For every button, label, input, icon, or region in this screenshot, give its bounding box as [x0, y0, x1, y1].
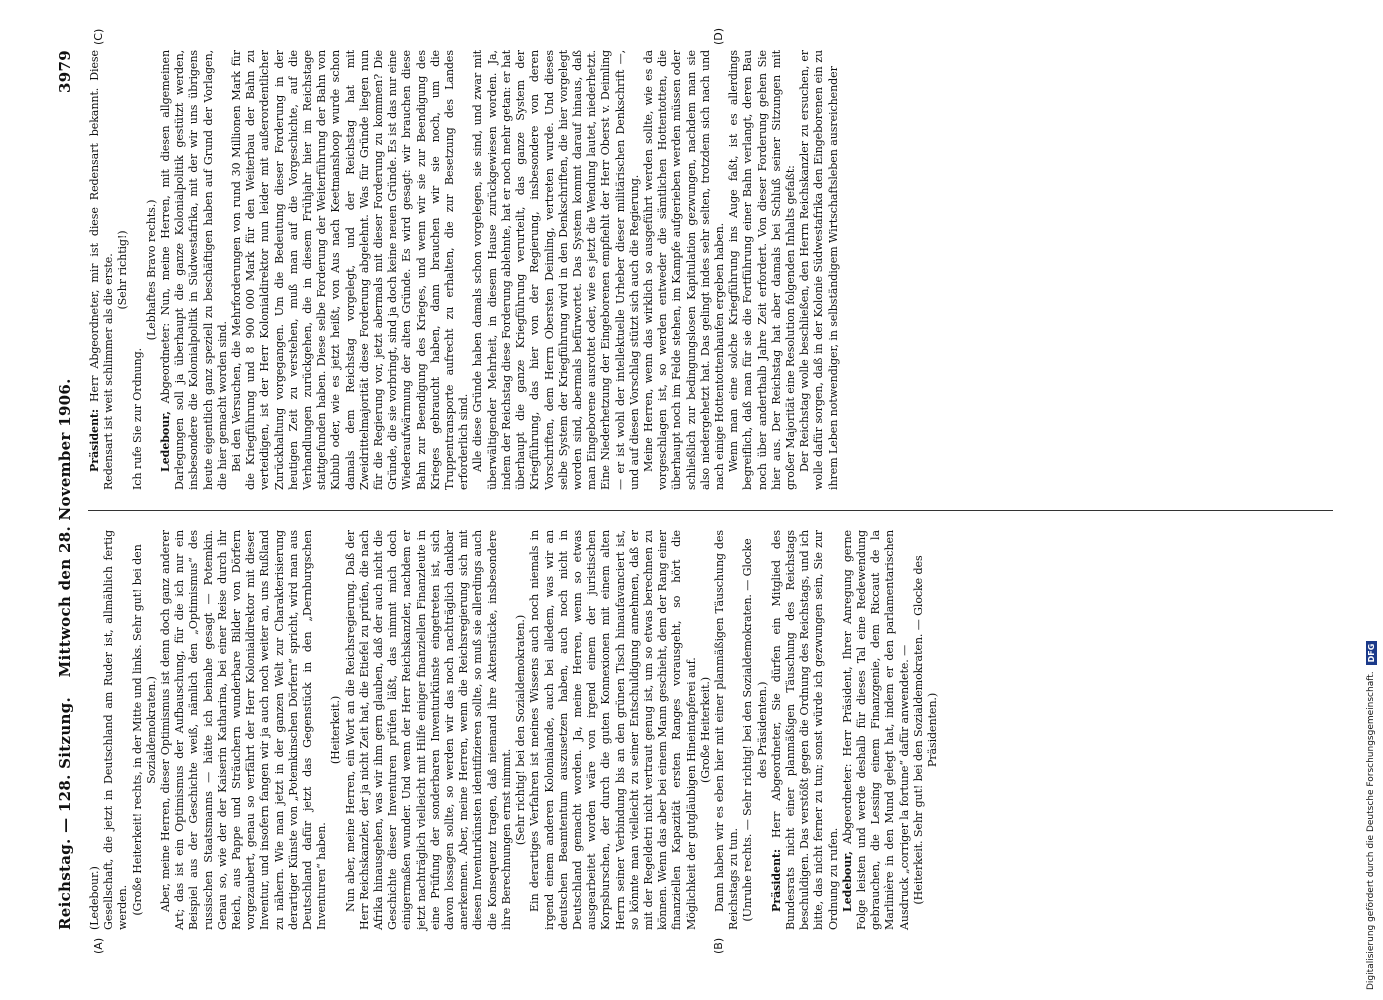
paragraph: Ein derartiges Verfahren ist meines Wissens auch noch niemals in irgend einem anderen Kolonialande, auch bei alledem, was wir an deutschen Beamtentum auszusetzen haben, auch noch nicht in Deutschland gemacht worden. Ja, meine Herren, wenn so etwas ausgearbeitet worden wäre von irgend einem der juristischen Korpsburschen, der durch die guten Konnexionen mit einem alten Herrn seiner Verbindung bis an den grünen Tisch hinaufavanciert ist, so könnte man vielleicht zu seiner Entschuldigung annehmen, daß er mit der Regeldetri nicht vertraut genug ist, um so etwas berechnen zu können. Wenn das aber bei einem Mann geschieht, dem der Rang einer finanziellen Kapazität ersten Ranges vorausgeht, so hört die Möglichkeit der gutgläubigen Hineintapferei auf. [528, 530, 698, 930]
speaker-name: Präsident: [88, 409, 101, 472]
paragraph: Ich rufe Sie zur Ordnung. [130, 347, 144, 490]
marker-b: (B) [712, 937, 725, 954]
interjection: (Große Heiterkeit! rechts, in der Mitte und links. Sehr gut! bei den Sozialdemokraten.) [130, 544, 158, 916]
speaker-name: Präsident: [769, 849, 783, 912]
page-number: 3979 [56, 50, 74, 93]
speech-paragraph [841, 530, 912, 930]
speech-paragraph [88, 50, 116, 490]
speaker-name: Ledebour, [159, 411, 173, 472]
left-column [88, 530, 940, 930]
speech-paragraph [159, 50, 230, 490]
interjection: (Sehr richtig! bei den Sozialdemokraten.) [514, 614, 528, 846]
header-date: Mittwoch den 28. November 1906. [56, 378, 74, 678]
interjection: (Heiterkeit. Sehr gut! bei den Sozialdemokraten. — Glocke des Präsidenten.) [911, 555, 939, 905]
interjection: (Große Heiterkeit.) [698, 676, 712, 784]
paragraph: Aber, meine Herren, dieser Optimismus ist denn doch ganz anderer Art; das ist ein Optimismus der Aufbauschung, für die ich nur ein Beispiel aus der Geschichte weiß, nämlich den „Optimismus“ des russischen Staatsmanns — hätte ich beinahe gesagt — Potemkin. Genau so, wie der der Kaiserin Katharina, bei einer Reise durch ihr Reich, aus Pappe und Sträuchern wunderbare Bilder von Dörfern vorgezaubert, genau so verfährt der Herr Kolonialdirektor mit dieser Inventur, und insofern fangen wir ja auch noch weiter an, uns Rußland zu nähern. Wie man jetzt in der ganzen Welt zur Charakterisierung derartiger Künste von „Potemkinschen Dörfern“ spricht, wird man aus Deutschland dafür jetzt das Gegenstück in den „Dernburgschen Inventuren“ haben. [159, 530, 329, 930]
speech-text: Abgeordneter: Nun, meine Herren, mit diesen allgemeinen Darlegungen soll ja überhaupt die ganze Kolonialpolitik gestützt werden, insbesondere die Kolonialpolitik in Südwestafrika, mit der wir uns übrigens heute eigentlich ganz speziell zu beschäftigen haben auf Grund der Vorlagen, die hier gemacht worden sind. [159, 50, 229, 490]
interjection: (Heiterkeit.) [329, 695, 343, 765]
dfg-logo: DFG [1366, 641, 1377, 666]
interjection: (Unruhe rechts. — Sehr richtig! bei den Sozialdemokraten. — Glocke des Präsidenten.) [741, 538, 769, 922]
paragraph: (Ledebour.) [88, 866, 101, 930]
paragraph: Gesellschaft, die jetzt in Deutschland am Ruder ist, allmählich fertig werden. [102, 530, 130, 930]
paragraph: Meine Herren, wenn das wirklich so ausgeführt werden sollte, wie es da vorgeschlagen ist, so werden entweder die sämtlichen Hottentotten, die überhaupt noch im Felde stehen, im Kampfe aufgerieben werden müssen oder schließlich zur bedingungslosen Kapitulation gezwungen, nachdem man sie also niedergehetzt hat. Das gelingt indes sehr selten, trotzdem sich nach und nach einige Hottentottenhaufen ergeben haben. [641, 50, 726, 490]
paragraph: Nun aber, meine Herren, ein Wort an die Reichsregierung. Daß der Herr Reichskanzler, der ja nicht Zeit hat, die Etiefel zu prüfen, die nach Afrika hinausgehen, was wir ihm gern glauben, daß der auch nicht die Geschichte dieser Inventuren prüfen läßt, das nimmt mich doch einigermaßen wunder. Und wenn der Herr Reichskanzler, nachdem er jetzt nachträglich vielleicht mit Hilfe einiger finanziellen Finanzleute in eine Prüfung der sonderbaren Inventurkünste eingetreten ist, sich davon lossagen sollte, so werden wir das noch nachträglich dankbar anerkennen. Aber, meine Herren, wenn die Reichsregierung sich mit diesen Inventurkünsten identifizieren sollte, so muß sie allerdings auch die Konsequenz tragen, daß niemand ihre Aktenstücke, insbesondere ihre Berechnungen ernst nimmt. [343, 530, 513, 930]
notice-text: Digitalisierung gefördert durch die Deutsche Forschungsgemeinschaft. [1366, 671, 1376, 990]
speaker-name: Ledebour, [840, 851, 854, 912]
header-left: Reichstag. — 128. Sitzung. Mittwoch den 28. November 1906. [56, 378, 74, 930]
marker-a: (A) [92, 937, 105, 954]
column-divider [88, 510, 1333, 511]
speech-paragraph [770, 530, 841, 930]
speech-text: Herr Abgeordneter, mir ist diese Redensart bekannt. Diese Redensart ist weit schlimmer als die erste. [88, 50, 116, 490]
right-column [88, 50, 841, 490]
speech-text: Abgeordneter: Herr Präsident, Ihrer Anregung gerne Folge leisten und werde deshalb für dieses Tal eine Redewendung gebrauchen, die Lessing einem Finanzgenie, dem Riccaut de la Marlinière in den Mund gelegt hat, indem er den parlamentarischen Ausdruck „corriger la fortune“ dafür anwendete. — [840, 530, 911, 930]
paragraph: Der Reichstag wolle beschließen, den Herrn Reichskanzler zu ersuchen, er wolle dafür sorgen, daß in der Kolonie Südwestafrika den Eingeborenen ein zu ihrem Leben notwendiger, in selbständigem Wirtschaftsleben ausreichender [798, 50, 840, 490]
page-header [56, 50, 82, 930]
paragraph: Wenn man eine solche Kriegführung ins Auge faßt, ist es allerdings begreiflich, daß man für sie die Fortführung einer Bahn verlangt, deren Bau noch über anderthalb Jahre Zeit erfordert. Von dieser Forderung gehen Sie hier aus. Der Reichstag hat aber damals bei Schluß seiner Sitzungen mit großer Majorität eine Resolution folgenden Inhalts gefaßt: [727, 50, 797, 490]
speech-text: Herr Abgeordneter, Sie dürfen ein Mitglied des Bundesrats nicht einer planmäßigen Täuschung des Reichstags beschuldigen. Das verstößt gegen die Ordnung des Reichstags, und ich bitte, das nicht ferner zu tun; sonst würde ich gezwungen sein, Sie zur Ordnung zu rufen. [769, 530, 840, 930]
interjection: (Lebhaftes Bravo rechts.) [144, 199, 158, 341]
interjection: (Sehr richtig!) [116, 230, 130, 310]
marker-c: (C) [92, 28, 105, 45]
paragraph: Dann haben wir es eben hier mit einer planmäßigen Täuschung des Reichstags zu tun. [712, 530, 741, 930]
paragraph: Alle diese Gründe haben damals schon vorgelegen, sie sind, und zwar mit überwältigender Mehrheit, in diesem Hause zurückgewiesen worden. Ja, indem der Reichstag diese Forderung ablehnte, hat er noch mehr getan: er hat überhaupt die ganze Kriegführung verurteilt, das ganze System der Kriegführung, das hier von der Regierung, insbesondere von deren Vorschriften, dem Herrn Obersten Deimling, vertreten wurde. Und dieses selbe System der Kriegführung wird in den Denkschriften, die hier vorgelegt worden sind, abermals befürwortet. Das System kommt darauf hinaus, daß man Eingeborene ausrottet oder, wie es jetzt die Wendung lautet, niederhetzt. Eine Niederhetzung der Eingeborenen empfiehlt der Herr Oberst v. Deimling — er ist wohl der intellektuelle Urheber dieser militärischen Denkschrift —, und auf diesen Vorschlag stützt sich auch die Regierung. [471, 50, 641, 490]
paragraph: Bei den Versuchen, die Mehrforderungen von rund 30 Millionen Mark für die Kriegführung und 8 900 000 Mark für den Weiterbau der Bahn zu verteidigen, ist der Herr Kolonialdirektor nun leider mit außerordentlicher Zurückhaltung vorgegangen. Um die Bedeutung dieser Forderung in der heutigen Zeit zu verstehen, muß man auf die Vorgeschichte, auf die Verhandlungen zurückgehen, die in diesem Frühjahr hier im Reichstage stattgefunden haben. Diese selbe Forderung der Weiterführung der Bahn von Kubub oder, wie es jetzt heißt, von Aus nach Keetmanshoop wurde schon damals dem Reichstag vorgelegt, und der Reichstag hat mit Zweidrittelmajorität diese Forderung abgelehnt. Was für Gründe liegen nun für die Regierung vor, jetzt abermals mit dieser Forderung zu kommen? Die Gründe, die sie vorbringt, sind ja doch keine neuen Gründe. Es ist das nur eine Wiederaufwärmung der alten Gründe. Es wird gesagt: wir brauchen diese Bahn zur Beendigung des Krieges, und wenn wir sie zur Beendigung des Krieges gebraucht haben, dann brauchen wir sie noch, um die Truppentransporte aufrecht zu erhalten, die zur Besetzung des Landes erforderlich sind. [230, 50, 471, 490]
digitization-notice [1363, 0, 1379, 990]
marker-d: (D) [712, 27, 725, 45]
